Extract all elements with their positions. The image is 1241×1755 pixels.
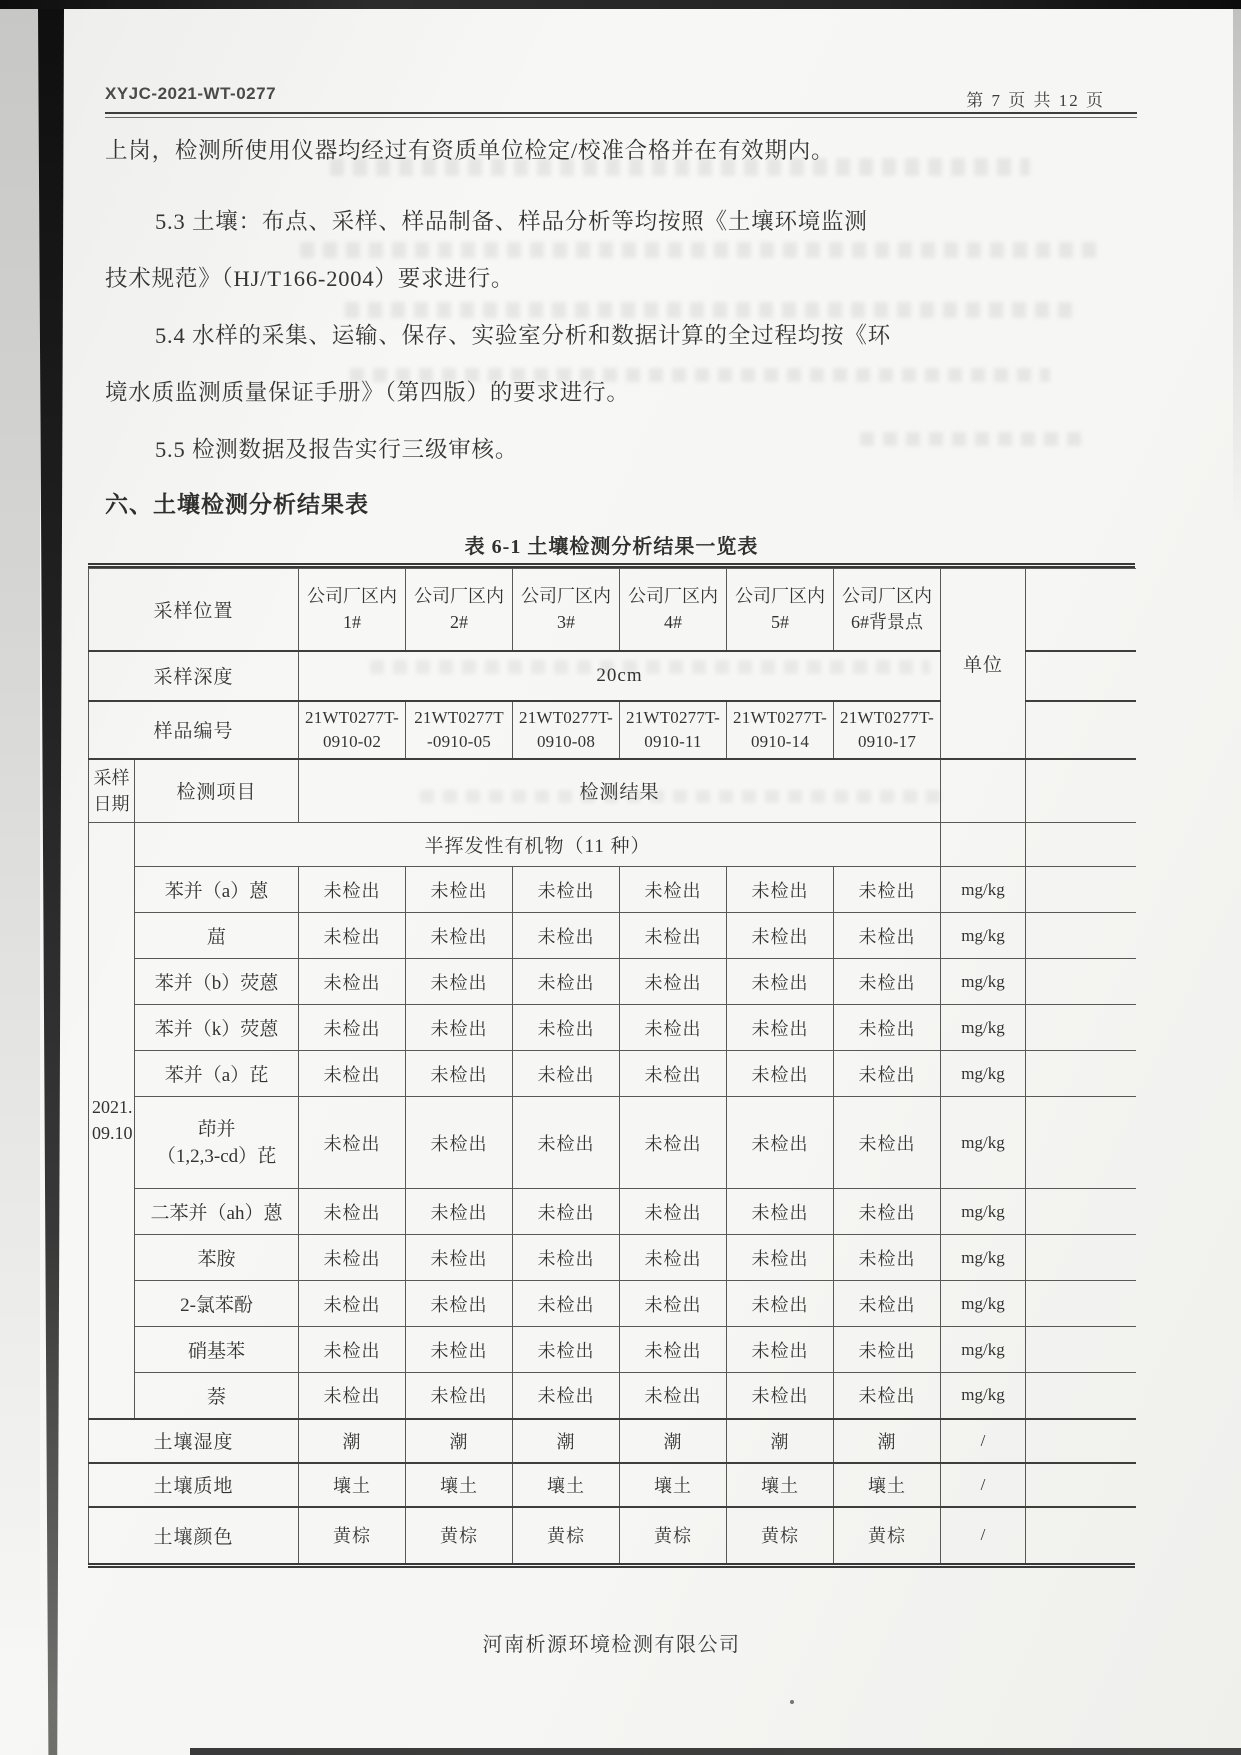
result-cell: 未检出 <box>620 959 727 1005</box>
result-cell: 未检出 <box>727 959 834 1005</box>
item-cell: 硝基苯 <box>135 1327 299 1373</box>
text-line: 5.5 检测数据及报告实行三级审核。 <box>155 437 519 462</box>
unit-cell-empty <box>941 823 1026 867</box>
ghost-cell <box>1026 1097 1136 1189</box>
ghost-cell <box>1026 1281 1136 1327</box>
result-cell: 未检出 <box>620 867 727 913</box>
unit-cell: mg/kg <box>941 1327 1026 1373</box>
ghost-cell <box>1026 823 1136 867</box>
table-row <box>89 1281 1136 1327</box>
location-cell: 公司厂区内 3# <box>513 569 620 651</box>
ghost-cell <box>1026 1051 1136 1097</box>
property-value: 潮 <box>299 1419 406 1463</box>
result-cell: 未检出 <box>620 1097 727 1189</box>
ghost-cell <box>1026 959 1136 1005</box>
table-row <box>89 1097 1136 1189</box>
result-cell: 未检出 <box>834 959 941 1005</box>
result-cell: 未检出 <box>299 1281 406 1327</box>
result-cell: 未检出 <box>299 1189 406 1235</box>
property-value: 黄棕 <box>727 1507 834 1563</box>
unit-cell: mg/kg <box>941 1005 1026 1051</box>
property-value: 壤土 <box>834 1463 941 1507</box>
result-cell: 未检出 <box>513 1005 620 1051</box>
result-cell: 未检出 <box>620 1281 727 1327</box>
result-cell: 未检出 <box>620 913 727 959</box>
table-row <box>89 959 1136 1005</box>
property-value: 黄棕 <box>406 1507 513 1563</box>
table-caption: 表 6-1 土壤检测分析结果一览表 <box>464 536 759 558</box>
item-cell: 苯并（a）芘 <box>135 1051 299 1097</box>
result-cell: 未检出 <box>513 1327 620 1373</box>
result-cell: 未检出 <box>834 1051 941 1097</box>
result-cell: 未检出 <box>406 867 513 913</box>
unit-cell: / <box>941 1419 1026 1463</box>
ghost-cell <box>1026 651 1136 701</box>
property-value: 壤土 <box>620 1463 727 1507</box>
scan-binding-shadow <box>38 9 64 1755</box>
result-cell: 未检出 <box>834 1097 941 1189</box>
item-cell: 苯并（a）蒽 <box>135 867 299 913</box>
item-cell: 萘 <box>135 1373 299 1419</box>
ghost-cell <box>1026 759 1136 823</box>
result-cell: 未检出 <box>834 867 941 913</box>
property-value: 潮 <box>727 1419 834 1463</box>
result-cell: 未检出 <box>513 913 620 959</box>
location-cell: 公司厂区内 1# <box>299 569 406 651</box>
location-cell: 公司厂区内 2# <box>406 569 513 651</box>
sample-id-cell: 21WT0277T- 0910-14 <box>727 701 834 759</box>
result-cell: 未检出 <box>299 913 406 959</box>
header-rule <box>105 112 1137 118</box>
unit-cell: / <box>941 1507 1026 1563</box>
sample-id-label: 样品编号 <box>89 701 299 759</box>
item-cell: 二苯并（ah）蒽 <box>135 1189 299 1235</box>
result-cell: 未检出 <box>620 1327 727 1373</box>
result-cell: 未检出 <box>513 1235 620 1281</box>
unit-cell: mg/kg <box>941 959 1026 1005</box>
sample-id-cell: 21WT0277T- 0910-02 <box>299 701 406 759</box>
result-cell: 未检出 <box>299 1051 406 1097</box>
group-header: 半挥发性有机物（11 种） <box>135 823 941 867</box>
sample-id-cell: 21WT0277T- 0910-08 <box>513 701 620 759</box>
result-cell: 未检出 <box>834 1005 941 1051</box>
item-cell: 䓛 <box>135 913 299 959</box>
footer-company-name: 河南析源环境检测有限公司 <box>482 1634 741 1656</box>
unit-column-header: 单位 <box>941 569 1026 759</box>
sampling-date-value: 2021. 09.10 <box>89 823 135 1419</box>
text-line: 5.3 土壤：布点、采样、样品制备、样品分析等均按照《土壤环境监测 <box>155 209 868 234</box>
sampling-depth-value: 20cm <box>299 651 941 701</box>
results-table-body <box>89 569 1136 1563</box>
body-text <box>105 122 1141 478</box>
property-value: 潮 <box>834 1419 941 1463</box>
result-cell: 未检出 <box>513 867 620 913</box>
result-cell: 未检出 <box>834 1373 941 1419</box>
ghost-cell <box>1026 569 1136 651</box>
result-cell: 未检出 <box>620 1189 727 1235</box>
unit-cell: mg/kg <box>941 1097 1026 1189</box>
unit-cell: mg/kg <box>941 1235 1026 1281</box>
result-cell: 未检出 <box>727 913 834 959</box>
scan-edge-right <box>1233 9 1241 529</box>
unit-cell-empty <box>941 759 1026 823</box>
result-cell: 未检出 <box>406 1051 513 1097</box>
result-cell: 未检出 <box>513 959 620 1005</box>
sampling-location-label: 采样位置 <box>89 569 299 651</box>
ghost-cell <box>1026 1327 1136 1373</box>
table-row <box>89 1463 1136 1507</box>
text-line: 上岗，检测所使用仪器均经过有资质单位检定/校准合格并在有效期内。 <box>105 138 835 163</box>
scan-underlying-page-edge <box>0 9 40 1649</box>
table-row <box>89 1373 1136 1419</box>
table-row <box>89 913 1136 959</box>
property-value: 潮 <box>620 1419 727 1463</box>
unit-cell: mg/kg <box>941 1051 1026 1097</box>
document-number: XYJC-2021-WT-0277 <box>105 84 277 103</box>
result-cell: 未检出 <box>513 1051 620 1097</box>
sample-id-cell: 21WT0277T -0910-05 <box>406 701 513 759</box>
property-label: 土壤湿度 <box>89 1419 299 1463</box>
table-row <box>89 1327 1136 1373</box>
result-cell: 未检出 <box>727 1373 834 1419</box>
result-cell: 未检出 <box>620 1051 727 1097</box>
sample-id-cell: 21WT0277T- 0910-11 <box>620 701 727 759</box>
scan-edge-bottom <box>190 1748 1241 1755</box>
property-value: 黄棕 <box>513 1507 620 1563</box>
result-cell: 未检出 <box>727 1097 834 1189</box>
table-row <box>89 1051 1136 1097</box>
result-cell: 未检出 <box>727 1189 834 1235</box>
result-cell: 未检出 <box>513 1281 620 1327</box>
result-cell: 未检出 <box>834 1327 941 1373</box>
paragraph <box>105 421 1141 478</box>
ghost-cell <box>1026 1189 1136 1235</box>
property-value: 壤土 <box>513 1463 620 1507</box>
result-cell: 未检出 <box>406 959 513 1005</box>
ghost-cell <box>1026 1419 1136 1463</box>
result-cell: 未检出 <box>406 1235 513 1281</box>
item-cell: 苯并（k）荧蒽 <box>135 1005 299 1051</box>
section-heading: 六、土壤检测分析结果表 <box>105 492 369 517</box>
ghost-cell <box>1026 1373 1136 1419</box>
result-cell: 未检出 <box>299 1097 406 1189</box>
property-label: 土壤颜色 <box>89 1507 299 1563</box>
ghost-cell <box>1026 913 1136 959</box>
item-cell: 茚并 （1,2,3-cd）芘 <box>135 1097 299 1189</box>
result-cell: 未检出 <box>406 1327 513 1373</box>
unit-cell: mg/kg <box>941 913 1026 959</box>
table-row <box>89 1235 1136 1281</box>
property-value: 壤土 <box>727 1463 834 1507</box>
ghost-cell <box>1026 1463 1136 1507</box>
result-cell: 未检出 <box>406 1097 513 1189</box>
ghost-cell <box>1026 1005 1136 1051</box>
property-value: 潮 <box>406 1419 513 1463</box>
text-line: 技术规范》（HJ/T166-2004）要求进行。 <box>105 266 515 291</box>
location-cell: 公司厂区内 6#背景点 <box>834 569 941 651</box>
property-value: 壤土 <box>406 1463 513 1507</box>
table-row <box>89 1005 1136 1051</box>
paragraph <box>105 122 1141 179</box>
property-value: 壤土 <box>299 1463 406 1507</box>
result-cell: 未检出 <box>727 1281 834 1327</box>
paragraph <box>105 193 1141 307</box>
page-number-indicator: 第 7 页 共 12 页 <box>966 91 1105 110</box>
result-cell: 未检出 <box>299 867 406 913</box>
table-row <box>89 867 1136 913</box>
table-row <box>89 569 1136 651</box>
sampling-date-label: 采样 日期 <box>89 759 135 823</box>
result-cell: 未检出 <box>513 1097 620 1189</box>
unit-cell: / <box>941 1463 1026 1507</box>
item-cell: 苯胺 <box>135 1235 299 1281</box>
property-label: 土壤质地 <box>89 1463 299 1507</box>
result-cell: 未检出 <box>834 1189 941 1235</box>
property-value: 黄棕 <box>620 1507 727 1563</box>
result-cell: 未检出 <box>299 1235 406 1281</box>
result-cell: 未检出 <box>406 1189 513 1235</box>
result-cell: 未检出 <box>834 913 941 959</box>
item-cell: 苯并（b）荧蒽 <box>135 959 299 1005</box>
result-cell: 未检出 <box>727 1327 834 1373</box>
result-cell: 未检出 <box>406 1373 513 1419</box>
result-cell: 未检出 <box>620 1235 727 1281</box>
property-value: 黄棕 <box>834 1507 941 1563</box>
unit-cell: mg/kg <box>941 867 1026 913</box>
location-cell: 公司厂区内 4# <box>620 569 727 651</box>
table-row <box>89 759 1136 823</box>
unit-cell: mg/kg <box>941 1373 1026 1419</box>
paragraph <box>105 307 1141 421</box>
table-row <box>89 1189 1136 1235</box>
result-cell: 未检出 <box>513 1373 620 1419</box>
results-table-wrap <box>88 563 1135 1568</box>
result-cell: 未检出 <box>727 867 834 913</box>
ghost-cell <box>1026 867 1136 913</box>
unit-cell: mg/kg <box>941 1281 1026 1327</box>
result-cell: 未检出 <box>727 1051 834 1097</box>
result-cell: 未检出 <box>299 959 406 1005</box>
scan-speck <box>790 1700 794 1704</box>
property-value: 潮 <box>513 1419 620 1463</box>
analysis-result-label: 检测结果 <box>299 759 941 823</box>
sampling-depth-label: 采样深度 <box>89 651 299 701</box>
unit-cell: mg/kg <box>941 1189 1026 1235</box>
result-cell: 未检出 <box>727 1005 834 1051</box>
table-row <box>89 1507 1136 1563</box>
result-cell: 未检出 <box>299 1005 406 1051</box>
ghost-cell <box>1026 1507 1136 1563</box>
result-cell: 未检出 <box>299 1327 406 1373</box>
table-row <box>89 1419 1136 1463</box>
ghost-cell <box>1026 701 1136 759</box>
scan-edge-top <box>0 0 1241 9</box>
result-cell: 未检出 <box>620 1373 727 1419</box>
results-table <box>88 568 1136 1563</box>
result-cell: 未检出 <box>727 1235 834 1281</box>
item-cell: 2-氯苯酚 <box>135 1281 299 1327</box>
text-line: 境水质监测质量保证手册》（第四版）的要求进行。 <box>105 380 630 405</box>
result-cell: 未检出 <box>620 1005 727 1051</box>
text-line: 5.4 水样的采集、运输、保存、实验室分析和数据计算的全过程均按《环 <box>155 323 891 348</box>
result-cell: 未检出 <box>406 1281 513 1327</box>
table-row <box>89 823 1136 867</box>
sample-id-cell: 21WT0277T- 0910-17 <box>834 701 941 759</box>
ghost-cell <box>1026 1235 1136 1281</box>
result-cell: 未检出 <box>299 1373 406 1419</box>
result-cell: 未检出 <box>406 1005 513 1051</box>
location-cell: 公司厂区内 5# <box>727 569 834 651</box>
result-cell: 未检出 <box>513 1189 620 1235</box>
result-cell: 未检出 <box>834 1281 941 1327</box>
analysis-item-label: 检测项目 <box>135 759 299 823</box>
result-cell: 未检出 <box>834 1235 941 1281</box>
property-value: 黄棕 <box>299 1507 406 1563</box>
result-cell: 未检出 <box>406 913 513 959</box>
